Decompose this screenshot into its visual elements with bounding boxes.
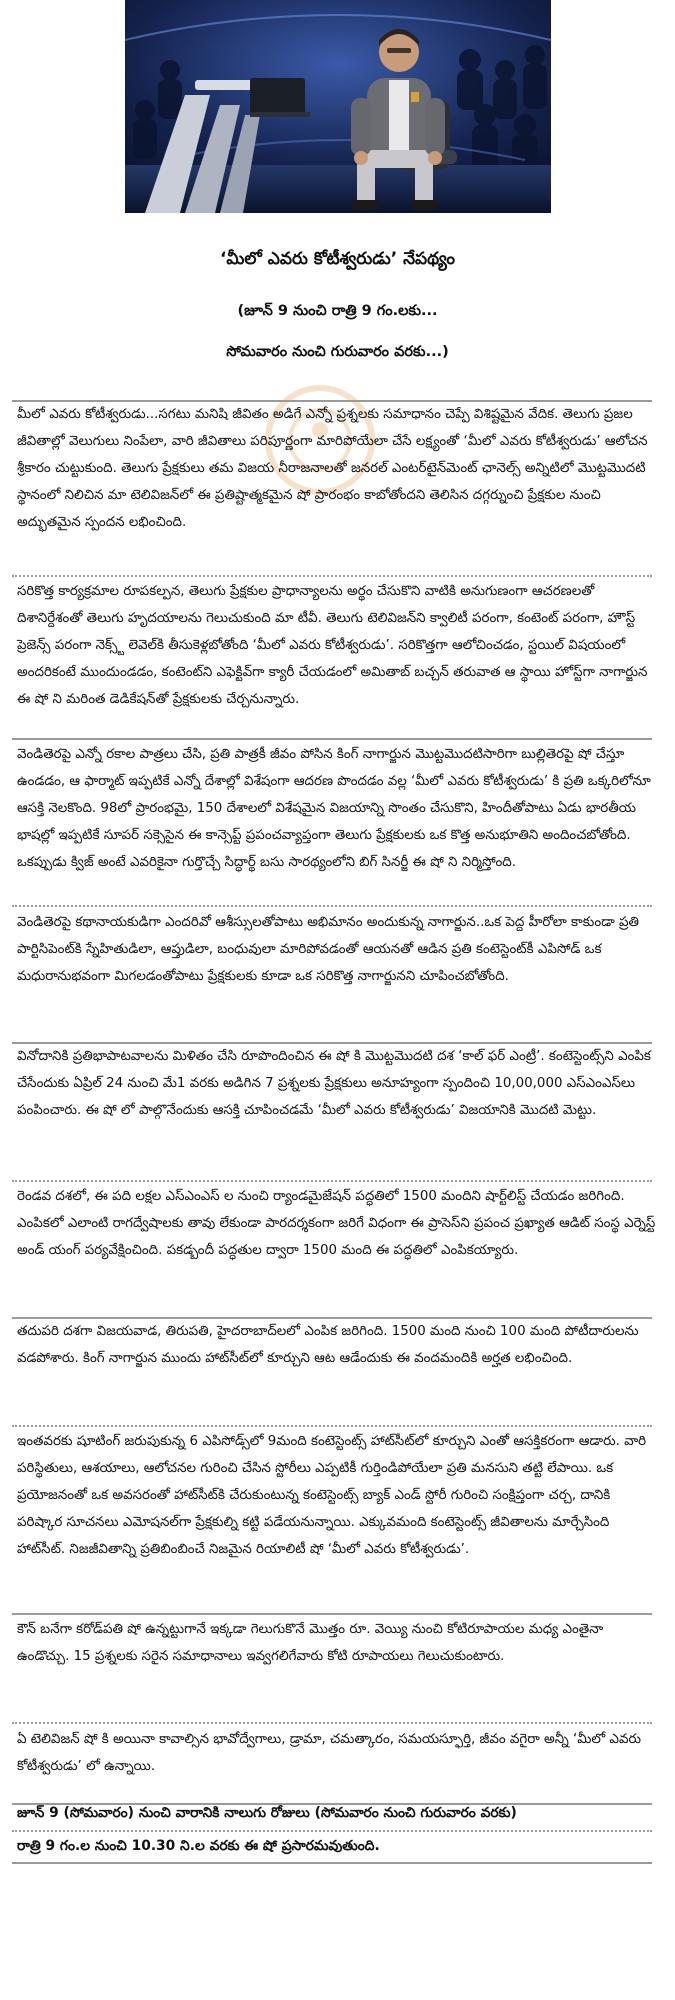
divider [12,1862,652,1864]
divider [12,1180,652,1182]
paragraph: ఇంతవరకు షూటింగ్ జరుపుకున్న 6 ఎపిసోడ్స్‌లో 9మంది కంటెస్టెంట్స్ హాట్‌సీట్‌లో కూర్చుని ఎంతో ఆసక్తికరంగా ఆడారు. వారి పరిస్థితులు, ఆశయాలు, ఆలోచనల గురించి చేసిన స్టోరీలు ఎప్పటికీ గుర్తిండిపోయేలా ప్రతి మనసుని తట్టి లేపాయి. ఒక ప్రయోజనంతో ఒక అవసరంతో హాట్‌సీట్‌కి చేరుకుంటున్న కంటెస్టెంట్స్ బ్యాక్ ఎండ్ స్టోరీ గురించి సంక్షిప్తంగా చర్చ, దానికి పరిష్కార సూచనలు ఎమోషనల్‌గా ప్రేక్షకుల్ని కట్టి పడేయనున్నాయి. ఎక్కువమంది కంటెస్టెంట్స్ జీవితాలను మార్చేసింది హాట్‌సీట్. నిజజీవితాన్ని ప్రతిబింబించే నిజమైన రియాలిటీ షో ‘మీలో ఎవరు కోటీశ్వరుడు’. [17,1434,647,1557]
paragraph: మీలో ఎవరు కోటీశ్వరుడు...సగటు మనిషి జీవితం అడిగే ఎన్నో ప్రశ్నలకు సమాధానం చెప్పే విశిష్టమైన వేదిక. తెలుగు ప్రజల జీవితాల్లో వెలుగులు నింపేలా, వారి జీవితాలు పరిపూర్ణంగా మారిపోయేలా చేసే లక్ష్యంతో ‘మీలో ఎవరు కోటీశ్వరుడు’ ఆలోచన శ్రీకారం చుట్టుకుంది. తెలుగు ప్రేక్షకులు తమ విజయ నీరాజనాలతో జనరల్ ఎంటర్‌టైన్‌మెంట్ ఛానెల్స్ అన్నిటిలో మొట్టమొదటి స్థానంలో నిలిచిన మా టెలివిజన్‌లో ఈ ప్రతిష్టాత్మకమైన షో ప్రారంభం కాబోతోందని తెలిసిన దగ్గర్నుంచి ప్రేక్షకుల నుంచి అద్భుతమైన స్పందన లభించింది. [17,407,648,530]
paragraph: రెండవ దశలో, ఈ పది లక్షల ఎస్ఎంఎస్ ల నుంచి ర్యాండమైజేషన్ పద్ధతిలో 1500 మందిని షార్ట్‌లిస్ట్ చేయడం జరిగింది. ఎంపికలో ఎలాంటి రాగద్వేషాలకు తావు లేకుండా పారదర్శకంగా జరిగే విధంగా ఈ ప్రాసెస్‌ని ప్రపంచ ప్రఖ్యాత ఆడిట్ సంస్థ ఎర్నెస్ట్ అండ్ యంగ్ పర్యవేక్షించింది. పకడ్బందీ పద్ధతుల ద్వారా 1500 మంది ఈ పద్ధతిలో ఎంపికయ్యారు. [17,1189,656,1258]
paragraph: సరికొత్త కార్యక్రమాల రూపకల్పన, తెలుగు ప్రేక్షకుల ప్రాధాన్యాలను అర్థం చేసుకొని వాటికి అనుగుణంగా ఆచరణలతో దిశానిర్దేశంతో తెలుగు హృదయాలను గెలుచుకుంది మా టీవీ. తెలుగు టెలివిజన్‌ని క్వాలిటీ పరంగా, కంటెంట్ పరంగా, హౌస్ట్ ప్రెజెన్స్ పరంగా నెక్స్ట్ లెవెల్‌కి తీసుకెళ్లబోతోంది ‘మీలో ఎవరు కోటీశ్వరుడు’. సరికొత్తగా ఆలోచించడం, స్టయిల్ విషయంలో అందరికంటే ముందుండడం, కంటెంట్‌ని ఎఫెక్టివ్‌గా క్యారీ చేయడంలో అమితాబ్ బచ్చన్ తరువాత ఆ స్థాయి హోస్ట్‌గా నాగార్జున ఈ షో ని మరింత డెడికేషన్‌తో ప్రేక్షకులకు చేర్చనున్నారు. [17,584,648,707]
divider [12,738,652,740]
paragraph: వినోదానికి ప్రతిభాపాటవాలను మిళితం చేసి రూపొందించిన ఈ షో కి మొట్టమొదటి దశ ‘కాల్ ఫర్ ఎంట్రీ’. కంటెస్టెంట్స్‌ని ఎంపిక చేసేందుకు ఏప్రిల్ 24 నుంచి మే1 వరకు అడిగిన 7 ప్రశ్నలకు ప్రేక్షకులు అనూహ్యంగా స్పందించి 10,00,000 ఎస్ఎంఎస్‌లు పంపించారు. ఈ షో లో పాల్గొనేందుకు ఆసక్తి చూపించడమే ‘మీలో ఎవరు కోటీశ్వరుడు’ విజయానికి మొదటి మెట్టు. [17,1049,651,1118]
divider [12,1830,652,1832]
paragraph: వెండితెరపై ఎన్నో రకాల పాత్రలు చేసి, ప్రతి పాత్రకీ జీవం పోసిన కింగ్ నాగార్జున మొట్టమొదటిసారిగా బుల్లితెరపై షో చేస్తూ ఉండడం, ఆ ఫార్మాట్ ఇప్పటికే ఎన్నో దేశాల్లో విశేషంగా ఆదరణ పొందడం వల్ల ‘మీలో ఎవరు కోటీశ్వరుడు’ కి ప్రతి ఒక్కరిలోనూ ఆసక్తి నెలకొంది. 98లో ప్రారంభమై, 150 దేశాలలో విశేషమైన విజయాన్ని సొంతం చేసుకొని, హిందీతోపాటు ఏడు భారతీయ భాషల్లో ఇప్పటికే సూపర్ సక్సెసైన ఈ కాన్సెప్ట్ ప్రపంచవ్యాప్తంగా తెలుగు ప్రేక్షకులకు ఒక కొత్త అనుభూతిని అందించబోతోంది. ఒకప్పుడు క్విజ్ అంటే ఎవరికైనా గుర్తొచ్చే సిద్ధార్థ్ బసు సారథ్యంలోని బిగ్ సినర్జీ ఈ షో ని నిర్మిస్తోంది. [17,747,651,870]
divider [12,1425,652,1427]
paragraph: తదుపరి దశగా విజయవాడ, తిరుపతి, హైదరాబాద్‌లలో ఎంపిక జరిగింది. 1500 మంది నుంచి 100 మంది పోటీదారులను వడపోశారు. కింగ్ నాగార్జున ముందు హాట్‌సీట్‌లో కూర్చుని ఆట ఆడేందుకు ఈ వందమందికి అర్హత లభించింది. [17,1324,639,1366]
divider [12,905,652,907]
schedule-subtitle-days: సోమవారం నుంచి గురువారం వరకు...) [226,344,449,360]
divider [12,1613,652,1615]
article-title: ‘మీలో ఎవరు కోటీశ్వరుడు’ నేపథ్యం [219,249,456,269]
divider [12,575,652,577]
paragraph: వెండితెరపై కథానాయకుడిగా ఎందరివో ఆశీస్సులతోపాటు అభిమానం అందుకున్న నాగార్జున..ఒక పెద్ద హీరోలా కాకుండా ప్రతి పార్టిసిపెంట్‌కి స్నేహితుడిలా, ఆప్తుడిలా, బంధువులా మారిపోవడంతో ఆయనతో ఆడిన ప్రతి కంటెస్టెంట్‌కీ ఎపిసోడ్ ఒక మధురానుభవంగా మిగలడంతోపాటు ప్రేక్షకులకు కూడా ఒక సరికొత్త నాగార్జునని చూపించబోతోంది. [17,915,640,984]
paragraph: ఏ టెలివిజన్ షో కి అయినా కావాల్సిన భావోద్వేగాలు, డ్రామా, చమత్కారం, సమయస్ఫూర్తి, జీవం వగైరా అన్నీ ‘మీలో ఎవరు కోటీశ్వరుడు’ లో ఉన్నాయి. [17,1732,642,1774]
hero-photo [125,0,551,213]
schedule-subtitle-time: (జూన్ 9 నుంచి రాత్రి 9 గం.లకు... [237,303,438,319]
paragraph: కౌన్ బనేగా కరోడ్‌పతి షో ఉన్నట్టుగానే ఇక్కడా గెలుగుకొనే మొత్తం రూ. వెయ్యి నుంచి కోటిరూపాయల మధ్య ఎంతైనా ఉండొచ్చు. 15 ప్రశ్నలకు సరైన సమాధానాలు ఇవ్వగలిగేవారు కోటి రూపాయలు గెలుచుకుంటారు. [17,1622,604,1664]
broadcast-days: జూన్ 9 (సోమవారం) నుంచి వారానికి నాలుగు రోజులు (సోమవారం నుంచి గురువారం వరకు) [17,1805,517,1821]
divider [12,1722,652,1724]
broadcast-time: రాత్రి 9 గం.ల నుంచి 10.30 ని.ల వరకు ఈ షో ప్రసారమవుతుంది. [17,1838,380,1854]
host-illustration [125,0,551,213]
